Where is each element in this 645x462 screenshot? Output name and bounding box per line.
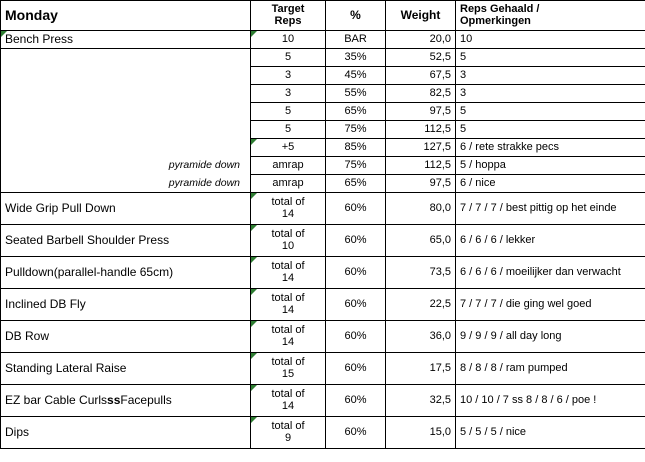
percent-cell [326,175,386,193]
target-reps-cell [251,193,326,225]
exercise-name-cell [1,289,251,321]
exercise-name-cell [1,385,251,417]
exercise-name-cell [1,321,251,353]
percent-cell [326,103,386,121]
target-reps-cell [251,225,326,257]
table-row [1,175,645,193]
target-reps-cell [251,103,326,121]
weight-cell [386,121,456,139]
weight-cell [386,157,456,175]
weight-value: 65,0 [429,233,451,246]
percent-value: 60% [344,329,367,342]
weight-cell [386,257,456,289]
target-reps-cell [251,353,326,385]
exercise-name-cell [1,85,251,103]
weight-value: 112,5 [424,122,451,135]
remarks-value: 6 / nice [460,176,496,189]
total-value: 14 [281,335,295,348]
table-row [1,67,645,85]
exercise-name-cell [1,31,251,49]
pyramide-note: pyramide down [168,176,240,189]
weight-value: 17,5 [429,361,451,374]
exercise-name: Seated Barbell Shoulder Press [5,233,170,248]
percent-value: 60% [344,201,367,214]
exercise-name: EZ bar Cable Curls [5,393,108,408]
header-day-cell [1,1,251,31]
weight-cell [386,31,456,49]
weight-cell [386,175,456,193]
weight-value: 22,5 [429,297,451,310]
exercise-name-cell [1,67,251,85]
comment-marker-icon [251,225,257,231]
remarks-cell [456,353,645,385]
exercise-name-cell [1,193,251,225]
total-label: total of [271,356,305,369]
target-reps: 10 [281,32,295,45]
total-value: 14 [281,271,295,284]
table-row [1,85,645,103]
total-value: 14 [281,303,295,316]
comment-marker-icon [251,385,257,391]
weight-value: 73,5 [429,265,451,278]
percent-cell [326,85,386,103]
percent-value: 60% [344,425,367,438]
target-reps: amrap [272,176,304,189]
table-row [1,121,645,139]
total-label: total of [271,324,305,337]
percent-cell [326,417,386,449]
table-row [1,49,645,67]
remarks-value: 7 / 7 / 7 / die ging wel goed [460,297,592,310]
percent-cell [326,193,386,225]
remarks-cell [456,121,645,139]
total-label: total of [271,260,305,273]
weight-value: 36,0 [429,329,451,342]
weight-value: 97,5 [429,176,451,189]
percent-cell [326,321,386,353]
remarks-cell [456,321,645,353]
table-row [1,385,645,417]
header-target-line2: Reps [274,14,302,27]
remarks-cell [456,103,645,121]
target-reps-cell [251,385,326,417]
header-remarks-line2: Opmerkingen [460,14,531,27]
exercise-note-cell [1,157,251,175]
weight-cell [386,193,456,225]
remarks-cell [456,417,645,449]
day-title: Monday [5,7,58,24]
percent-value: 60% [344,233,367,246]
total-value: 10 [281,239,295,252]
percent-value: 60% [344,361,367,374]
remarks-cell [456,67,645,85]
table-row [1,225,645,257]
total-value: 14 [281,399,295,412]
exercise-name: DB Row [5,329,50,344]
remarks-value: 10 / 10 / 7 ss 8 / 8 / 6 / poe ! [460,393,597,406]
percent-value: BAR [344,32,367,45]
exercise-name-cell [1,257,251,289]
header-remarks-cell [456,1,645,31]
comment-marker-icon [251,417,257,423]
exercise-superset-marker: ss [107,393,121,408]
target-reps-cell [251,321,326,353]
total-label: total of [271,420,305,433]
table-row [1,353,645,385]
percent-value: 75% [344,158,367,171]
percent-cell [326,121,386,139]
remarks-value: 3 [460,86,467,99]
percent-cell [326,157,386,175]
weight-value: 67,5 [429,68,451,81]
remarks-value: 8 / 8 / 8 / ram pumped [460,361,568,374]
comment-marker-icon [1,31,7,37]
remarks-value: 5 / 5 / 5 / nice [460,425,527,438]
target-reps-cell [251,417,326,449]
target-reps-cell [251,139,326,157]
exercise-name-tail: Facepulls [120,393,172,408]
percent-value: 35% [344,50,367,63]
target-reps-cell [251,49,326,67]
table-row [1,257,645,289]
target-reps-cell [251,85,326,103]
total-label: total of [271,388,305,401]
weight-value: 82,5 [429,86,451,99]
remarks-cell [456,85,645,103]
remarks-cell [456,289,645,321]
target-reps-cell [251,67,326,85]
table-row [1,139,645,157]
percent-value: 55% [344,86,367,99]
weight-value: 52,5 [429,50,451,63]
percent-value: 60% [344,265,367,278]
remarks-value: 6 / rete strakke pecs [460,140,560,153]
exercise-name-cell [1,139,251,157]
weight-value: 112,5 [424,158,451,171]
percent-cell [326,225,386,257]
remarks-value: 7 / 7 / 7 / best pittig op het einde [460,201,617,214]
comment-marker-icon [251,353,257,359]
remarks-cell [456,139,645,157]
exercise-name: Pulldown [5,265,54,280]
weight-value: 20,0 [429,32,451,45]
comment-marker-icon [251,321,257,327]
target-reps-cell [251,157,326,175]
exercise-name: Wide Grip Pull Down [5,201,116,216]
comment-marker-icon [251,257,257,263]
percent-cell [326,353,386,385]
comment-marker-icon [251,31,257,37]
weight-value: 15,0 [429,425,451,438]
total-value: 9 [284,431,292,444]
weight-value: 127,5 [423,140,451,153]
exercise-name-cell [1,121,251,139]
target-reps-cell [251,257,326,289]
remarks-value: 5 [460,122,467,135]
weight-value: 32,5 [429,393,451,406]
percent-cell [326,139,386,157]
weight-cell [386,49,456,67]
total-label: total of [271,292,305,305]
weight-cell [386,385,456,417]
header-percent-cell [326,1,386,31]
comment-marker-icon [251,193,257,199]
exercise-name-cell [1,353,251,385]
table-row [1,417,645,449]
total-value: 14 [281,207,295,220]
remarks-cell [456,49,645,67]
target-reps: 5 [284,50,292,63]
percent-cell [326,49,386,67]
header-weight-cell [386,1,456,31]
table-row [1,289,645,321]
remarks-cell [456,193,645,225]
exercise-name: Standing Lateral Raise [5,361,127,376]
exercise-name-cell [1,225,251,257]
target-reps-cell [251,121,326,139]
header-remarks-line1: Reps Gehaald / [460,3,540,16]
remarks-cell [456,257,645,289]
weight-value: 97,5 [429,104,451,117]
percent-cell [326,257,386,289]
target-reps: 3 [284,86,292,99]
percent-value: 60% [344,393,367,406]
table-row [1,103,645,121]
target-reps: +5 [281,140,295,153]
weight-cell [386,139,456,157]
target-reps-cell [251,289,326,321]
target-reps: 3 [284,68,292,81]
exercise-note-cell [1,175,251,193]
remarks-value: 5 [460,50,467,63]
comment-marker-icon [251,139,257,145]
comment-marker-icon [251,289,257,295]
exercise-name-cell [1,49,251,67]
percent-cell [326,385,386,417]
table-row [1,157,645,175]
header-target-reps-cell [251,1,326,31]
target-reps-cell [251,31,326,49]
remarks-cell [456,157,645,175]
weight-cell [386,85,456,103]
table-row [1,321,645,353]
pyramide-note: pyramide down [168,158,240,171]
total-value: 15 [281,367,295,380]
percent-value: 75% [344,122,367,135]
header-weight: Weight [400,8,441,23]
header-target-line1: Target [271,3,305,16]
table-row [1,193,645,225]
remarks-cell [456,175,645,193]
target-reps: amrap [272,158,304,171]
target-reps-cell [251,175,326,193]
percent-cell [326,289,386,321]
total-label: total of [271,196,305,209]
exercise-name-cell [1,417,251,449]
remarks-value: 9 / 9 / 9 / all day long [460,329,562,342]
header-percent: % [350,8,361,23]
percent-value: 45% [344,68,367,81]
exercise-name-cell [1,103,251,121]
exercise-name: Inclined DB Fly [5,297,86,312]
table-row [1,31,645,49]
remarks-value: 10 [460,32,473,45]
exercise-name-detail: (parallel-handle 65cm) [53,265,174,280]
remarks-value: 6 / 6 / 6 / lekker [460,233,536,246]
remarks-value: 3 [460,68,467,81]
percent-value: 85% [344,140,367,153]
remarks-value: 6 / 6 / 6 / moeilijker dan verwacht [460,265,621,278]
percent-value: 65% [344,104,367,117]
target-reps: 5 [284,104,292,117]
remarks-value: 5 / hoppa [460,158,506,171]
table-header-row [1,1,645,31]
weight-value: 80,0 [429,201,451,214]
exercise-name: Bench Press [5,32,74,47]
weight-cell [386,225,456,257]
remarks-cell [456,385,645,417]
target-reps: 5 [284,122,292,135]
exercise-name: Dips [5,425,30,440]
weight-cell [386,321,456,353]
remarks-cell [456,225,645,257]
remarks-cell [456,31,645,49]
weight-cell [386,417,456,449]
percent-value: 65% [344,176,367,189]
percent-cell [326,67,386,85]
percent-cell [326,31,386,49]
percent-value: 60% [344,297,367,310]
total-label: total of [271,228,305,241]
weight-cell [386,353,456,385]
weight-cell [386,103,456,121]
weight-cell [386,67,456,85]
weight-cell [386,289,456,321]
remarks-value: 5 [460,104,467,117]
